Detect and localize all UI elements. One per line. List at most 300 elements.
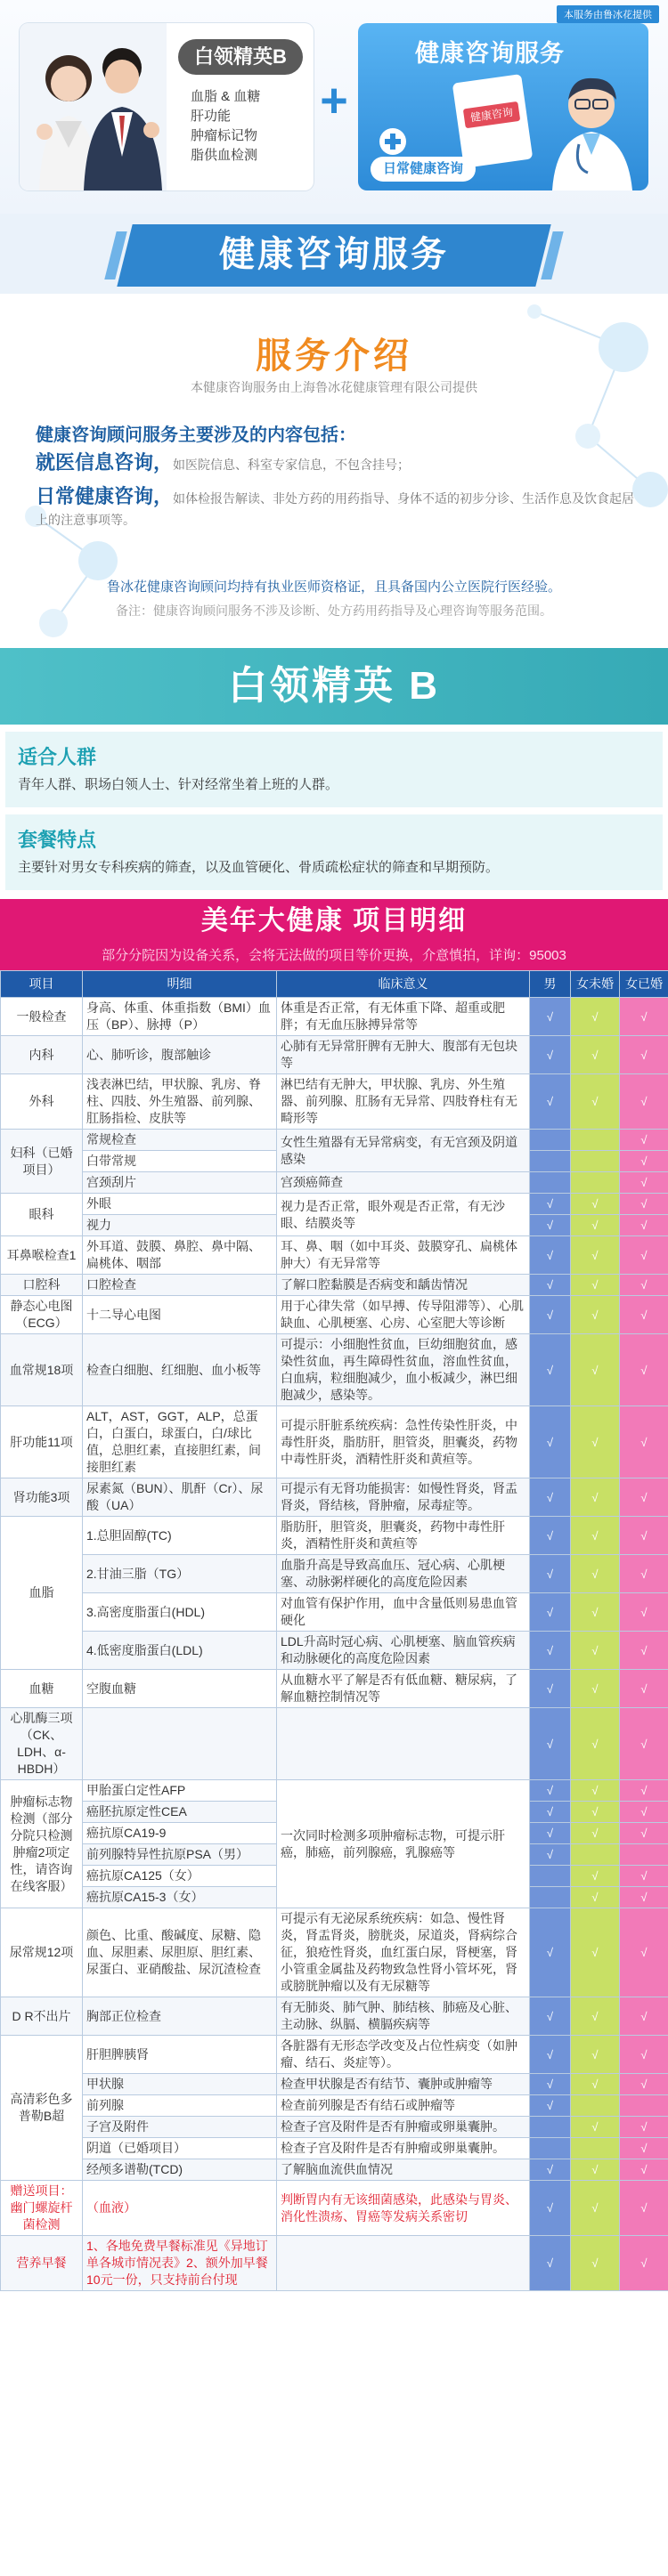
table-row [1, 1172, 668, 1194]
cell-female-married [620, 1151, 668, 1172]
check-icon: √ [546, 1435, 554, 1449]
cell-detail: 视力 [83, 1215, 277, 1236]
cell-meaning: 可提示有无泌尿系统疾病：如急、慢性肾炎，肾盂肾炎，膀胱炎，尿道炎，肾病综合征，狼疮性肾炎，血红蛋白尿，肾梗塞，肾小管重金属盐及药物致急性肾小管坏死，肾或膀胱肿瘤以及有无尿糖等 [277, 1908, 530, 1997]
check-icon: √ [591, 2009, 599, 2023]
table-row [1, 1593, 668, 1632]
check-icon: √ [591, 1869, 599, 1883]
check-icon: √ [640, 2009, 648, 2023]
cell-meaning: 心肺有无异常肝脾有无肿大、腹部有无包块等 [277, 1036, 530, 1074]
cell-female-unmarried [571, 1632, 620, 1670]
cell-meaning: 可提示：小细胞性贫血，巨幼细胞贫血，感染性贫血，再生障碍性贫血，溶血性贫血，白血病，粒细胞减少，血小板减少，淋巴细胞减少，感染等。 [277, 1334, 530, 1406]
cell-male [530, 2036, 571, 2074]
cell-female-unmarried [571, 1478, 620, 1517]
cell-project: 内科 [1, 1036, 83, 1074]
table-row [1, 1632, 668, 1670]
items-body [1, 998, 668, 2291]
cell-meaning: 检查甲状腺是否有结节、囊肿或肿瘤等 [277, 2074, 530, 2095]
check-icon: √ [546, 2163, 554, 2176]
cell-female-unmarried [571, 1823, 620, 1844]
cell-meaning: 女性生殖器有无异常病变，有无宫颈及阴道感染 [277, 1130, 530, 1172]
people-illustration [20, 23, 167, 190]
feature-block [5, 814, 663, 890]
check-icon: √ [591, 1363, 599, 1377]
health-service-ribbon [0, 214, 668, 294]
check-icon: √ [640, 1946, 648, 1959]
cell-project: 尿常规12项 [1, 1908, 83, 1997]
check-icon: √ [591, 1528, 599, 1543]
cell-male [530, 1215, 571, 1236]
cell-female-unmarried [571, 1802, 620, 1823]
table-row [1, 1074, 668, 1130]
cell-male [530, 1478, 571, 1517]
check-icon: √ [591, 2078, 599, 2091]
cell-female-unmarried [571, 1780, 620, 1802]
cell-female-unmarried [571, 1172, 620, 1194]
table-row [1, 1780, 668, 1802]
cell-female-unmarried [571, 1151, 620, 1172]
cell-meaning: 有无肺炎、肺气肿、肺结核、肺癌及心脏、主动脉、纵膈、横膈疾病等 [277, 1997, 530, 2036]
cell-meaning [277, 2236, 530, 2291]
table-row [1, 1406, 668, 1478]
package-banner: 白领精英 B [0, 648, 668, 725]
cell-male [530, 1130, 571, 1151]
header-meaning: 临床意义 [277, 971, 530, 998]
cell-meaning: 耳、鼻、咽（如中耳炎、鼓膜穿孔、扁桃体肿大）有无异常等 [277, 1236, 530, 1275]
cell-female-unmarried [571, 2074, 620, 2095]
cell-detail: 外耳道、鼓膜、鼻腔、鼻中隔、扁桃体、咽部 [83, 1236, 277, 1275]
cell-meaning: 检查前列腺是否有结石或肿瘤等 [277, 2095, 530, 2117]
cell-detail: 1、各地免费早餐标准见《异地订单各城市情况表》2、额外加早餐10元一份，只支持前台付现 [83, 2236, 277, 2291]
cell-meaning: 淋巴结有无肿大，甲状腺、乳房、外生殖器、前列腺、肛肠有无异常、四肢脊柱有无畸形等 [277, 1074, 530, 1130]
cell-male [530, 1593, 571, 1632]
cell-female-married [620, 1844, 668, 1866]
cell-female-unmarried [571, 1997, 620, 2036]
cell-female-married [620, 1172, 668, 1194]
cell-female-unmarried [571, 1708, 620, 1780]
cell-meaning: 各脏器有无形态学改变及占位性病变（如肿瘤、结石、炎症等）。 [277, 2036, 530, 2074]
check-icon: √ [640, 1528, 648, 1543]
check-icon: √ [640, 1784, 648, 1797]
check-icon: √ [640, 1891, 648, 1904]
cell-detail: 胸部正位检查 [83, 1997, 277, 2036]
check-icon: √ [640, 1133, 648, 1146]
cell-female-unmarried [571, 1908, 620, 1997]
cell-female-married [620, 1997, 668, 2036]
table-row [1, 1908, 668, 1997]
cell-meaning: 了解脑血流供血情况 [277, 2159, 530, 2181]
cell-meaning: 脂肪肝，胆管炎，胆囊炎，药物中毒性肝炎，酒精性肝炎和黄疸等 [277, 1517, 530, 1555]
package-card[interactable] [20, 23, 314, 190]
package-item: 脂供血检测 [191, 148, 258, 163]
cell-male [530, 1823, 571, 1844]
check-icon: √ [640, 1869, 648, 1883]
cell-male [530, 2138, 571, 2159]
cell-detail: 4.低密度脂蛋白(LDL) [83, 1632, 277, 1670]
cell-female-married [620, 2138, 668, 2159]
table-row [1, 1275, 668, 1296]
cell-detail: 前列腺 [83, 2095, 277, 2117]
header-female-married: 女已婚 [620, 971, 668, 998]
cell-project: 高清彩色多普勒B超 [1, 2036, 83, 2181]
cell-detail: 甲状腺 [83, 2074, 277, 2095]
cell-meaning: 体重是否正常，有无体重下降、超重或肥胖；有无血压脉搏异常等 [277, 998, 530, 1036]
cell-female-married [620, 1215, 668, 1236]
check-icon: √ [546, 2078, 554, 2091]
cell-project: 外科 [1, 1074, 83, 1130]
cell-male [530, 1780, 571, 1802]
cell-meaning: 一次同时检测多项肿瘤标志物，可提示肝癌，肺癌，前列腺癌，乳腺癌等 [277, 1780, 530, 1908]
check-icon: √ [591, 1567, 599, 1581]
check-icon: √ [546, 2047, 554, 2062]
check-icon: √ [591, 1946, 599, 1959]
cell-detail: 十二导心电图 [83, 1296, 277, 1334]
cell-female-unmarried [571, 1844, 620, 1866]
cell-female-married [620, 1275, 668, 1296]
cell-female-unmarried [571, 2181, 620, 2236]
cell-male [530, 1866, 571, 1887]
check-icon: √ [591, 1643, 599, 1657]
cell-female-unmarried [571, 1593, 620, 1632]
check-icon: √ [640, 1681, 648, 1696]
table-row [1, 1236, 668, 1275]
cell-detail: 癌胚抗原定性CEA [83, 1802, 277, 1823]
intro-title: 服务介绍 [256, 336, 412, 376]
cell-male [530, 2236, 571, 2291]
cell-female-unmarried [571, 2095, 620, 2117]
cell-female-married [620, 1334, 668, 1406]
package-title: 白领精英B [178, 39, 303, 75]
header-female-unmarried: 女未婚 [571, 971, 620, 998]
check-icon: √ [591, 1308, 599, 1322]
board-label: 健康咨询 [463, 101, 520, 128]
package-item: 肿瘤标记物 [191, 128, 258, 143]
check-icon: √ [640, 1308, 648, 1322]
cell-female-unmarried [571, 1517, 620, 1555]
table-row [1, 1194, 668, 1215]
cell-meaning: 宫颈癌筛查 [277, 1172, 530, 1194]
check-icon: √ [640, 1154, 648, 1168]
cell-female-unmarried [571, 1555, 620, 1593]
cell-female-married [620, 1802, 668, 1823]
check-icon: √ [640, 1176, 648, 1189]
detail-title: 美年大健康 项目明细 [0, 899, 668, 944]
check-icon: √ [546, 1095, 554, 1108]
cell-meaning: 可提示肝脏系统疾病：急性传染性肝炎，中毒性肝炎，脂肪肝，胆管炎，胆囊炎，药物中毒性肝炎，酒精性肝炎和黄疸等。 [277, 1406, 530, 1478]
check-icon: √ [591, 1278, 599, 1292]
cell-detail: 子宫及附件 [83, 2117, 277, 2138]
table-row [1, 1036, 668, 1074]
intro-subtitle: 本健康咨询服务由上海鲁冰花健康管理有限公司提供 [191, 380, 477, 394]
check-icon: √ [640, 1567, 648, 1581]
cell-meaning: 检查子宫及附件是否有肿瘤或卵巢囊肿。 [277, 2117, 530, 2138]
cell-female-married [620, 2236, 668, 2291]
cell-meaning: 判断胃内有无该细菌感染，此感染与胃炎、消化性溃疡、胃癌等发病关系密切 [277, 2181, 530, 2236]
cell-female-unmarried [571, 1194, 620, 1215]
check-icon: √ [640, 1009, 648, 1024]
cell-male [530, 1844, 571, 1866]
audience-text: 青年人群、职场白领人士、针对经常坐着上班的人群。 [18, 777, 339, 792]
cell-project: 口腔科 [1, 1275, 83, 1296]
table-row [1, 1997, 668, 2036]
cell-female-unmarried [571, 2236, 620, 2291]
feature-label: 套餐特点 [18, 829, 97, 851]
cell-female-married [620, 2181, 668, 2236]
cell-male [530, 1296, 571, 1334]
audience-label: 适合人群 [18, 746, 97, 768]
cell-female-married [620, 1887, 668, 1908]
clipboard-icon [452, 74, 534, 168]
table-row [1, 1708, 668, 1780]
check-icon: √ [591, 1681, 599, 1696]
check-icon: √ [591, 1891, 599, 1904]
cell-detail: 空腹血糖 [83, 1670, 277, 1708]
service-card-title: 健康咨询服务 [415, 40, 565, 67]
intro-item-text: 如医院信息、科室专家信息，不包含挂号； [173, 458, 411, 472]
cell-female-unmarried [571, 1334, 620, 1406]
cell-project: 血糖 [1, 1670, 83, 1708]
cell-male [530, 1406, 571, 1478]
check-icon: √ [591, 1048, 599, 1062]
cell-female-unmarried [571, 1236, 620, 1275]
table-row [1, 2095, 668, 2117]
cell-project: 营养早餐 [1, 2236, 83, 2291]
cell-detail: 前列腺特异性抗原PSA（男） [83, 1844, 277, 1866]
cell-meaning: 用于心律失常（如早搏、传导阻滞等）、心肌缺血、心肌梗塞、心房、心室肥大等诊断 [277, 1296, 530, 1334]
cell-male [530, 1194, 571, 1215]
cell-female-unmarried [571, 2138, 620, 2159]
cell-detail: 白带常规 [83, 1151, 277, 1172]
check-icon: √ [546, 1219, 554, 1232]
check-icon: √ [640, 1605, 648, 1619]
cell-meaning: 视力是否正常，眼外观是否正常，有无沙眼、结膜炎等 [277, 1194, 530, 1236]
header-project: 项目 [1, 971, 83, 998]
package-item: 血脂 & 血糖 [191, 89, 261, 104]
cell-project: 妇科（已婚项目） [1, 1130, 83, 1194]
cell-project: 肿瘤标志物检测（部分分院只检测肿瘤2项定性，请咨询在线客服） [1, 1780, 83, 1908]
doctor-icon [536, 69, 643, 190]
cell-meaning: 血脂升高是导致高血压、冠心病、心肌梗塞、动脉粥样硬化的高度危险因素 [277, 1555, 530, 1593]
cell-male [530, 1151, 571, 1172]
cell-detail: 3.高密度脂蛋白(HDL) [83, 1593, 277, 1632]
cell-male [530, 2117, 571, 2138]
table-row [1, 2074, 668, 2095]
cell-female-married [620, 1593, 668, 1632]
cell-detail: 浅表淋巴结，甲状腺、乳房、脊柱、四肢、外生殖器、前列腺、肛肠指检、皮肤等 [83, 1074, 277, 1130]
check-icon: √ [546, 2256, 554, 2270]
check-icon: √ [640, 1737, 648, 1751]
cell-project: 血脂 [1, 1517, 83, 1670]
cell-male [530, 998, 571, 1036]
cell-detail: 颜色、比重、酸碱度、尿糖、隐血、尿胆素、尿胆原、胆红素、尿蛋白、亚硝酸盐、尿沉渣检查 [83, 1908, 277, 1997]
feature-text: 主要针对男女专科疾病的筛查，以及血管硬化、骨质疏松症状的筛查和早期预防。 [18, 860, 500, 875]
check-icon: √ [546, 1009, 554, 1024]
cell-female-married [620, 2074, 668, 2095]
cell-female-married [620, 1130, 668, 1151]
header-male: 男 [530, 971, 571, 998]
cell-detail: 肝胆脾胰肾 [83, 2036, 277, 2074]
cell-detail: 宫颈刮片 [83, 1172, 277, 1194]
check-icon: √ [546, 2201, 554, 2215]
intro-item-medical-info [36, 452, 641, 475]
cell-female-unmarried [571, 1074, 620, 1130]
check-icon: √ [640, 2201, 648, 2215]
check-icon: √ [591, 2120, 599, 2134]
cell-meaning: 了解口腔黏膜是否病变和龋齿情况 [277, 1275, 530, 1296]
check-icon: √ [640, 1805, 648, 1819]
cell-female-unmarried [571, 1130, 620, 1151]
cell-male [530, 1632, 571, 1670]
intro-qualification: 鲁冰花健康咨询顾问均持有执业医师资格证，且具备国内公立医院行医经验。 [106, 579, 561, 595]
check-icon: √ [640, 2256, 648, 2270]
daily-consult-label: 日常健康咨询 [371, 157, 476, 182]
cell-female-married [620, 1236, 668, 1275]
cell-project: 静态心电图（ECG） [1, 1296, 83, 1334]
detail-note: 部分分院因为设备关系，会将无法做的项目等价更换，介意慎拍，详询：95003 [0, 944, 668, 970]
cell-detail: （血液） [83, 2181, 277, 2236]
check-icon: √ [546, 1363, 554, 1377]
cell-female-married [620, 2117, 668, 2138]
cell-project: 耳鼻喉检查1 [1, 1236, 83, 1275]
check-icon: √ [640, 1490, 648, 1504]
cell-meaning: 可提示有无肾功能损害：如慢性肾炎，肾盂肾炎，肾结核，肾肿瘤，尿毒症等。 [277, 1478, 530, 1517]
check-icon: √ [640, 1248, 648, 1262]
cell-male [530, 1236, 571, 1275]
cell-female-married [620, 1866, 668, 1887]
cell-meaning: 检查子宫及附件是否有肿瘤或卵巢囊肿。 [277, 2138, 530, 2159]
cell-detail: 心、肺听诊，腹部触诊 [83, 1036, 277, 1074]
cell-project: 一般检查 [1, 998, 83, 1036]
check-icon: √ [640, 2163, 648, 2176]
check-icon: √ [546, 1946, 554, 1959]
table-row [1, 1478, 668, 1517]
cell-female-married [620, 998, 668, 1036]
check-icon: √ [591, 1827, 599, 1840]
cell-female-married [620, 1670, 668, 1708]
cell-female-married [620, 2095, 668, 2117]
cell-female-unmarried [571, 2117, 620, 2138]
check-icon: √ [546, 1737, 554, 1751]
cell-detail: 检查白细胞、红细胞、血小板等 [83, 1334, 277, 1406]
check-icon: √ [640, 1827, 648, 1840]
cell-male [530, 1555, 571, 1593]
check-icon: √ [546, 1248, 554, 1262]
check-icon: √ [591, 1805, 599, 1819]
service-card[interactable] [358, 23, 648, 190]
table-row [1, 2117, 668, 2138]
check-icon: √ [591, 1605, 599, 1619]
cell-project: D R不出片 [1, 1997, 83, 2036]
table-row [1, 1670, 668, 1708]
cell-male [530, 1172, 571, 1194]
cell-female-married [620, 1780, 668, 1802]
cell-female-married [620, 1908, 668, 1997]
table-row [1, 2138, 668, 2159]
intro-remark: 备注：健康咨询顾问服务不涉及诊断、处方药用药指导及心理咨询等服务范围。 [116, 603, 552, 618]
check-icon: √ [546, 1528, 554, 1543]
cell-detail: 经颅多谱勒(TCD) [83, 2159, 277, 2181]
check-icon: √ [591, 2163, 599, 2176]
check-icon: √ [546, 1784, 554, 1797]
check-icon: √ [640, 1095, 648, 1108]
cell-project: 心肌酶三项（CK、LDH、α-HBDH） [1, 1708, 83, 1780]
check-icon: √ [640, 2120, 648, 2134]
check-icon: √ [591, 1248, 599, 1262]
cell-female-married [620, 2036, 668, 2074]
cell-female-married [620, 2159, 668, 2181]
cell-male [530, 1334, 571, 1406]
check-icon: √ [591, 1219, 599, 1232]
cell-male [530, 2159, 571, 2181]
cell-meaning [277, 1708, 530, 1780]
cell-detail: 癌抗原CA15-3（女） [83, 1887, 277, 1908]
check-icon: √ [546, 1848, 554, 1861]
check-icon: √ [546, 2099, 554, 2112]
cell-female-married [620, 1296, 668, 1334]
check-icon: √ [640, 1278, 648, 1292]
check-icon: √ [546, 2009, 554, 2023]
check-icon: √ [640, 1643, 648, 1657]
table-row [1, 1334, 668, 1406]
check-icon: √ [546, 1278, 554, 1292]
audience-block [5, 732, 663, 807]
package-item: 肝功能 [191, 109, 232, 124]
table-row [1, 1517, 668, 1555]
cell-female-married [620, 1823, 668, 1844]
cell-female-unmarried [571, 2159, 620, 2181]
check-icon: √ [591, 1197, 599, 1211]
check-icon: √ [640, 2078, 648, 2091]
check-icon: √ [591, 2047, 599, 2062]
cell-project: 血常规18项 [1, 1334, 83, 1406]
cell-female-married [620, 1036, 668, 1074]
check-icon: √ [546, 1805, 554, 1819]
check-icon: √ [591, 1737, 599, 1751]
check-icon: √ [640, 1363, 648, 1377]
cell-detail: 阴道（已婚项目） [83, 2138, 277, 2159]
check-icon: √ [640, 1435, 648, 1449]
cell-meaning: 从血糖水平了解是否有低血糖、糖尿病，了解血糖控制情况等 [277, 1670, 530, 1708]
cell-project: 肝功能11项 [1, 1406, 83, 1478]
health-service-title: 健康咨询服务 [219, 235, 449, 274]
cell-meaning: LDL升高时冠心病、心肌梗塞、脑血管疾病和动脉硬化的高度危险因素 [277, 1632, 530, 1670]
cell-detail: 甲胎蛋白定性AFP [83, 1780, 277, 1802]
table-header-row [1, 971, 668, 998]
check-icon: √ [546, 1827, 554, 1840]
check-icon: √ [591, 1784, 599, 1797]
cell-detail: 常规检查 [83, 1130, 277, 1151]
intro-item-head: 就医信息咨询， [36, 451, 174, 474]
table-row [1, 998, 668, 1036]
table-row [1, 1296, 668, 1334]
items-table [0, 970, 668, 2291]
intro-item-text: 如体检报告解读、非处方药的用药指导、身体不适的初步分诊、生活作息及饮食起居上的注意事项等。 [36, 491, 635, 527]
header-detail: 明细 [83, 971, 277, 998]
cell-female-married [620, 1478, 668, 1517]
check-icon: √ [640, 1197, 648, 1211]
cell-male [530, 1074, 571, 1130]
service-intro [0, 294, 668, 643]
cell-detail: 尿素氮（BUN）、肌酐（Cr）、尿酸（UA） [83, 1478, 277, 1517]
intro-lead: 健康咨询顾问服务主要涉及的内容包括： [36, 425, 356, 445]
cell-female-unmarried [571, 1866, 620, 1887]
check-icon: √ [546, 1308, 554, 1322]
cell-female-married [620, 1194, 668, 1215]
cell-female-unmarried [571, 1296, 620, 1334]
cell-female-married [620, 1632, 668, 1670]
cell-detail: 癌抗原CA125（女） [83, 1866, 277, 1887]
cell-female-unmarried [571, 2036, 620, 2074]
cell-male [530, 1275, 571, 1296]
